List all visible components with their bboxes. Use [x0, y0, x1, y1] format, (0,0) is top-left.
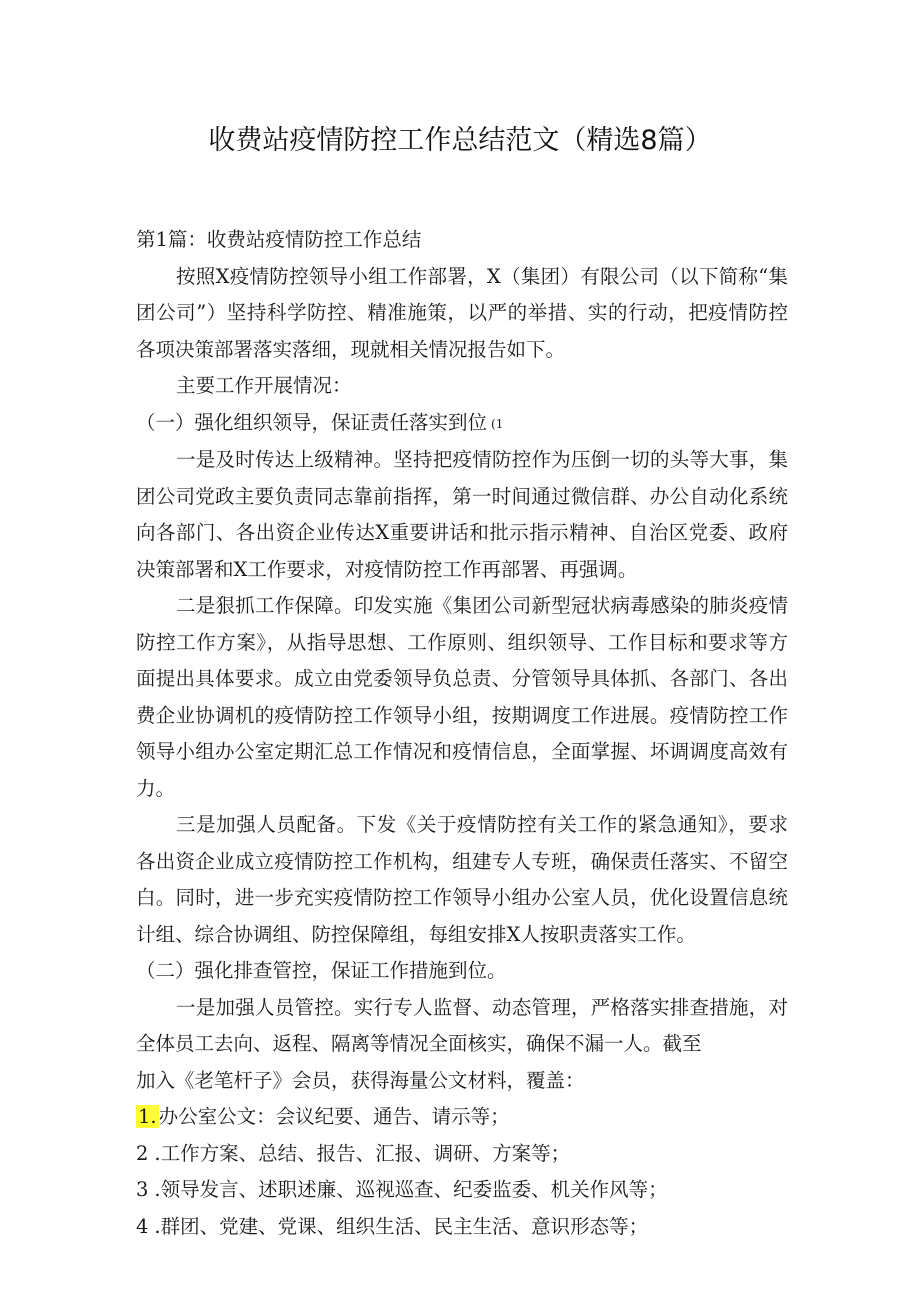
paragraph-2: 二是狠抓工作保障。印发实施《集团公司新型冠状病毒感染的肺炎疫情防控工作方案》，从指导思想、工作原则、组织领导、工作目标和要求等方面提出具体要求。成立由党委领导负总责、分管领导具体抓、各部门、各出费企业协调机的疫情防控工作领导小组，按期调度工作进展。疫情防控工作领导小组办公室定期汇总工作情况和疫情信息，全面掌握、坏调调度高效有力。 [136, 594, 788, 800]
list-item [136, 1136, 788, 1173]
subheading-1 [136, 405, 788, 443]
list-item [136, 1099, 788, 1136]
list-item [136, 1172, 788, 1209]
list-text: 办公室公文：会议纪要、通告、请示等； [158, 1105, 510, 1128]
list-text: .群团、党建、党课、组织生活、民主生活、意识形态等； [154, 1214, 649, 1238]
paragraph-1: 一是及时传达上级精神。坚持把疫情防控作为压倒一切的头等大事，集团公司党政主要负责同志靠前指挥，第一时间通过微信群、办公自动化系统向各部门、各出资企业传达X重要讲话和批示指示精神、自治区党委、政府决策部署和X工作要求，对疫情防控工作再部署、再强调。 [136, 448, 788, 581]
subheading-1-text: （一）强化组织领导，保证责任落实到位 [136, 410, 488, 434]
paragraph-3: 三是加强人员配备。下发《关于疫情防控有关工作的紧急通知》，要求各出资企业成立疫情防控工作机构，组建专人专班，确保责任落实、不留空白。同时，进一步充实疫情防控工作领导小组办公室人员，优化设置信息统计组、综合协调组、防控保障组，每组安排X人按职责落实工作。 [136, 813, 788, 946]
list-number: 2 [136, 1141, 149, 1165]
subheading-2: （二）强化排查管控，保证工作措施到位。 [136, 959, 507, 982]
intro-paragraph: 按照X疫情防控领导小组工作部署，X（集团）有限公司（以下简称“集团公司”）坚持科学防控、精准施策，以严的举措、实的行动，把疫情防控各项决策部署落实落细，现就相关情况报告如下。 [136, 264, 788, 361]
document-title: 收费站疫情防控工作总结范文（精选8篇） [208, 125, 712, 156]
paragraph-4: 一是加强人员管控。实行专人监督、动态管理，严格落实排查措施，对全体员工去向、返程、隔离等情况全面核实，确保不漏一人。截至 [136, 995, 788, 1055]
footnote-mark: (1 [491, 416, 504, 431]
section-title: 第1篇：收费站疫情防控工作总结 [136, 228, 422, 251]
list-text: .领导发言、述职述廉、巡视巡查、纪委监委、机关作风等； [154, 1178, 668, 1201]
main-heading: 主要工作开展情况： [176, 374, 352, 397]
list-number-highlighted: 1. [138, 1105, 157, 1128]
list-number: 4 [136, 1214, 149, 1238]
list-item [136, 1209, 788, 1246]
document-body [136, 222, 788, 1245]
promo-line: 加入《老笔杆子》会员，获得海量公文材料，覆盖： [136, 1068, 585, 1092]
list-text: .工作方案、总结、报告、汇报、调研、方案等； [154, 1141, 571, 1165]
list-number: 3 [136, 1178, 149, 1201]
